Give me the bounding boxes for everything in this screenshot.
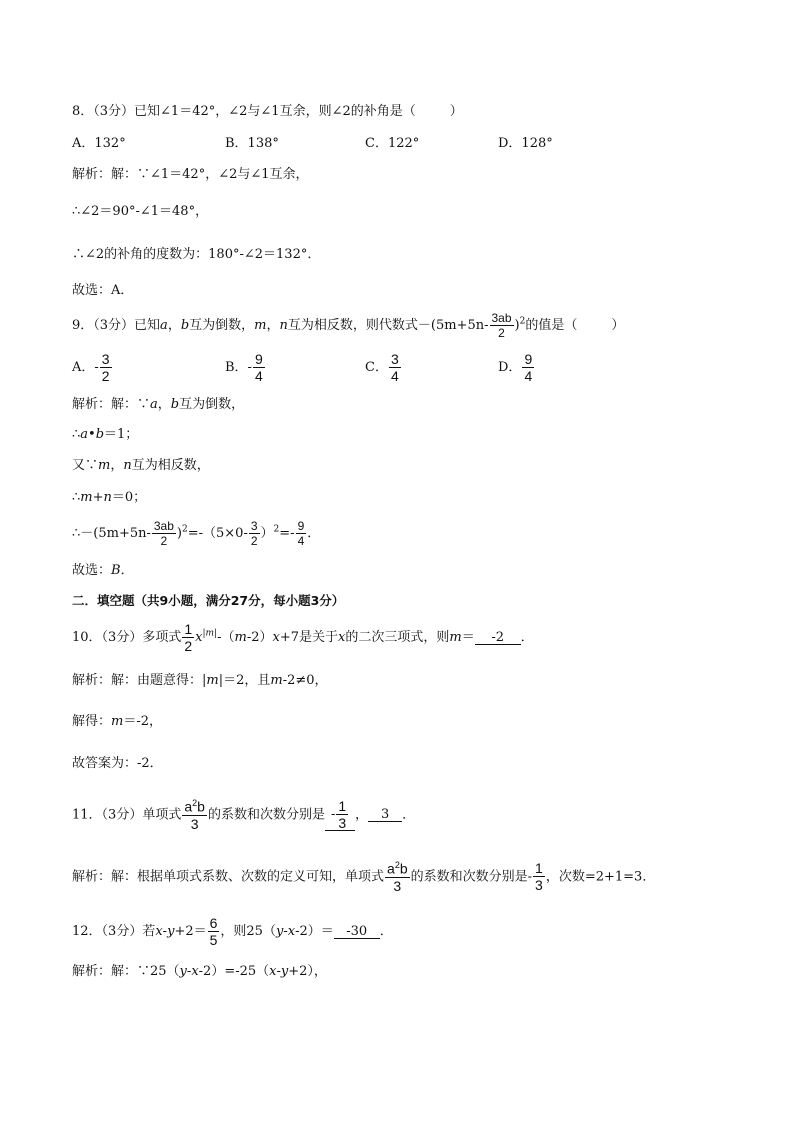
q10-stem: 10．（3分）多项式 $\frac{1}{2}$ $x^{|m|}-(m-2)x+7$是关于x的二次三项式，则m＝ -2 ．	[72, 621, 534, 654]
q9-option-b: B．- $\frac{9}{4}$	[225, 351, 263, 384]
q8-solution-line-2: ∴∠2＝90°-∠1＝48°，	[72, 204, 209, 219]
q12-answer-blank: -30	[334, 925, 380, 939]
q9-solution-line-3: 又∵m，n互为相反数，	[72, 458, 210, 473]
q8-option-a: A．132°	[72, 136, 126, 151]
q12-stem: 12．（3分）若x-y+2＝ $\frac{6}{5}$ ，则25（y-x-2）＝ -30 ．	[72, 915, 393, 948]
q11-answer-blank-2: 3	[368, 808, 402, 822]
q9-stem: 9．（3分）已知a，b互为倒数，m，n互为相反数，则代数式－(5m+5n- $\frac{3ab}{2}$ )$^2$的值是（ ）	[72, 311, 625, 340]
q11-solution: 解析：解：根据单项式系数、次数的定义可知，单项式 $\frac{a^2b}{3}$ 的系数和次数分别是- $\frac{1}{3}$ ，次数=2+1=3．	[72, 860, 656, 894]
q8-solution-line-3: ∴∠2的补角的度数为：180°-∠2＝132°．	[72, 247, 321, 262]
q9-solution-line-5: ∴－(5m+5n- $\frac{3ab}{2}$ )$^2$=-（5×0- $\frac{3}{2}$ ）$^2$=- $\frac{9}{4}$ ．	[72, 519, 321, 548]
q8-option-d: D．128°	[498, 136, 553, 151]
q10-solution-line-2: 解得：m＝-2，	[72, 714, 163, 729]
section-heading-fill-in: 二．填空题（共9小题，满分27分，每小题3分）	[72, 593, 345, 608]
q9-option-a: A．- $\frac{3}{2}$	[72, 351, 110, 384]
q10-answer-blank: -2	[475, 631, 521, 645]
q9-fraction: $\frac{3ab}{2}$	[491, 311, 512, 340]
q11-stem: 11．（3分）单项式 $\frac{a^2b}{3}$ 的系数和次数分别是 - $\frac{1}{3}$ ， 3 ．	[72, 798, 416, 832]
q10-solution-line-1: 解析：解：由题意得：|m|＝2，且m-2≠0，	[72, 673, 328, 688]
q9-solution-line-4: ∴m+n＝0；	[72, 490, 147, 505]
q8-option-b: B．138°	[225, 136, 279, 151]
q9-solution-line-2: ∴a•b＝1；	[72, 427, 139, 442]
q8-stem: 8．（3分）已知∠1＝42°，∠2与∠1互余，则∠2的补角是（ ）	[72, 104, 463, 119]
q9-option-c: C． $\frac{3}{4}$	[365, 351, 399, 384]
q9-answer: 故选：B．	[72, 563, 134, 578]
q11-answer-blank-1: - $\frac{1}{3}$	[325, 799, 355, 831]
q8-answer: 故选：A．	[72, 283, 134, 298]
q9-solution-line-1: 解析：解：∵a，b互为倒数，	[72, 397, 245, 412]
q9-option-d: D． $\frac{9}{4}$	[498, 351, 533, 384]
q12-solution: 解析：解：∵25（y-x-2）=-25（x-y+2），	[72, 964, 327, 979]
q10-answer: 故答案为：-2．	[72, 756, 163, 771]
q8-option-c: C．122°	[365, 136, 420, 151]
q8-solution-line-1: 解析：解：∵∠1＝42°，∠2与∠1互余，	[72, 167, 309, 182]
